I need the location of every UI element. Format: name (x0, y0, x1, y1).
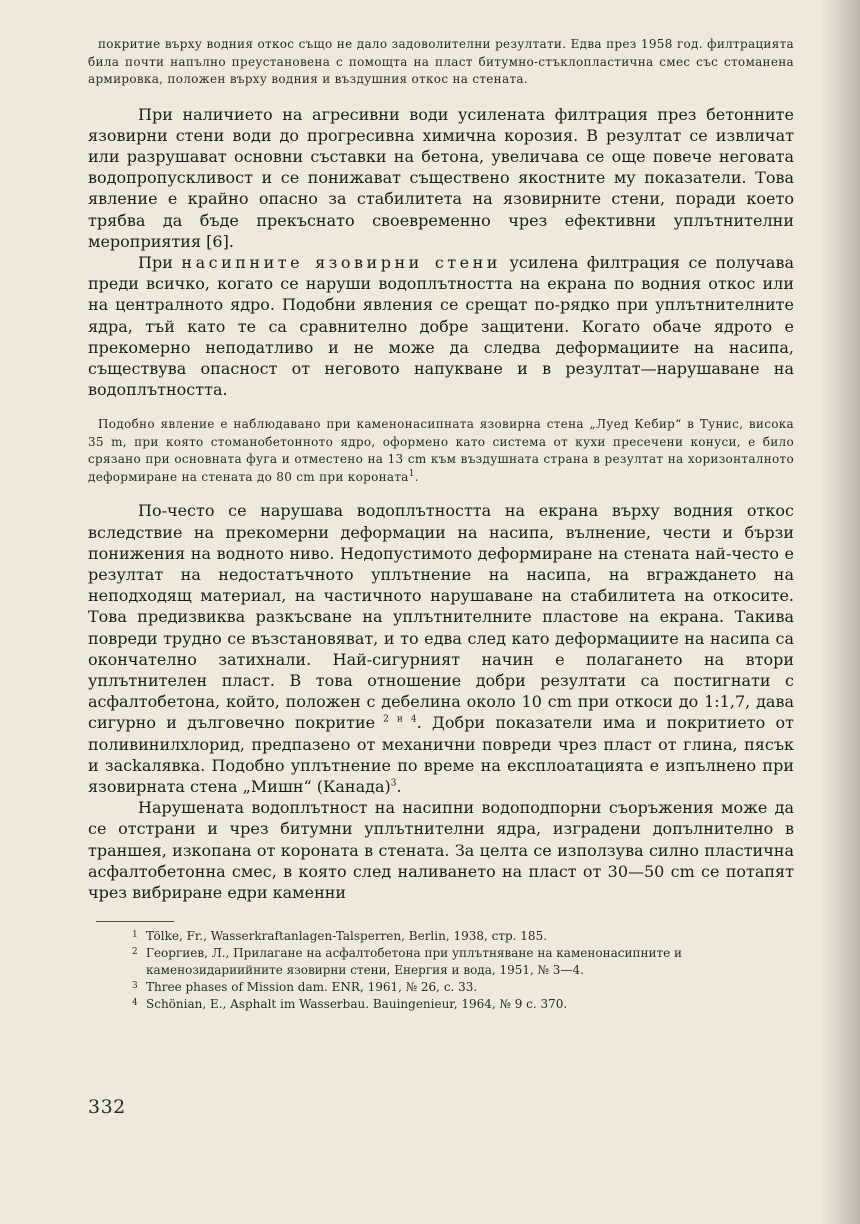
page-body (88, 36, 794, 1013)
example-note-end: . (414, 469, 419, 484)
paragraph-2 (88, 252, 794, 400)
footnote-ref-1: 1 (408, 468, 415, 479)
paragraph-3-b: . Добри показатели има и покритието от поливинилхлорид, предпазено от механични повреди чрез пласт от глина, пясък и засkaлявка. Подобно уплътнение по време на експлоатацията е изпълнено при язовирната стена „Мишн“ (Канада) (88, 713, 795, 796)
main-text-2 (88, 500, 794, 903)
footnote-ref-2-4: 2 и 4 (375, 715, 417, 726)
paragraph-3-c: . (396, 776, 402, 796)
paragraph-2-lead: При (138, 252, 182, 272)
top-note-text: покритие върху водния откос също не дало задоволителни резултати. Едва през 1958 год. филтрацията била почти напълно преустановена с помощта на пласт битумно-стъклопластична смес със стоманена армировка, положен върху водния и въздушния откос на стената. (88, 37, 794, 86)
paragraph-4: Нарушената водоплътност на насипни водоподпорни съоръжения може да се отстрани и чрез битумни уплътнителни ядра, изградени допълнително в траншея, изкопана от короната в стената. За целта се използува силно пластична асфалтобетонна смес, в която след наливането на пласт от 30—50 cm се потапят чрез вибриране едри каменни (88, 798, 794, 902)
footnote (88, 945, 794, 979)
footnote (88, 979, 794, 996)
paragraph-1: При наличието на агресивни води усилената филтрация през бетонните язовирни стени води до прогресивна химична корозия. В резултат се извличат или разрушават основни съставки на бетона, увеличава се още повече неговата водопропускливост и се понижават съществено якостните му показатели. Това явление е крайно опасно за стабилитета на язовирните стени, поради което трябва да бъде прекъснато своевременно чрез ефективни уплътнителни мероприятия [6]. (88, 104, 794, 251)
page-edge-shadow (820, 0, 860, 1224)
paragraph-3-a: По-често се нарушава водоплътността на екрана върху водния откос вследствие на прекомерни деформации на насипа, вълнение, чести и бързи понижения на водното ниво. Недопустимото деформиране на стената най-често е резултат на недостатъчното уплътнение на насипа, на вграждането на неподходящ материал, на частичното нарушаване на стабилитета на откосите. Това предизвиква разкъсване на уплътнителните пластове на екрана. Такива повреди трудно се възстановяват, и то едва след като деформациите на насипа са окончателно затихнали. Най-сигурният начин е полагането на втори уплътнителен пласт. В това отношение добри резултати са постигнати с асфалтобетона, който, положен с дебелина около 10 cm при откоси до 1:1,7, дава сигурно и дълговечно покритие (88, 501, 794, 733)
example-note (88, 416, 794, 486)
main-text (88, 104, 794, 401)
footnote-text: Георгиев, Л., Прилагане на асфалтобетона при уплътняване на каменонасипните и каменозидариийните язовирни стени, Енергия и вода, 1951, № 3—4. (146, 946, 683, 978)
footnote-number: 2 (132, 947, 138, 958)
example-note-text (88, 416, 794, 486)
footnote (88, 928, 794, 945)
example-note-body: Подобно явление е наблюдавано при каменонасипната язовирна стена „Луед Кебир“ в Тунис, висока 35 m, при която стоманобетонното ядро, оформено като система от кухи пресечени конуси, е било срязано при основната фуга и отместено на 13 cm към въздушната страна в резултат на хоризонталното деформиране на стената до 80 cm при короната (88, 417, 794, 484)
footnote-number: 4 (132, 998, 138, 1009)
paragraph-2-emphasis: насипните язовирни стени (181, 252, 501, 272)
paragraph-3 (88, 500, 794, 797)
footnote (88, 996, 794, 1013)
footnotes (88, 928, 794, 1013)
footnote-ref-3: 3 (390, 778, 397, 789)
top-small-note (88, 36, 794, 89)
footnote-text: Three phases of Mission dam. ENR, 1961, № 26, с. 33. (146, 980, 478, 995)
footnote-text: Tölke, Fr., Wasserkraftanlagen-Talsperren, Berlin, 1938, стр. 185. (146, 929, 548, 944)
footnote-number: 3 (132, 981, 138, 992)
footnote-text: Schönian, E., Asphalt im Wasserbau. Bauingenieur, 1964, № 9 с. 370. (146, 997, 568, 1012)
paragraph-2-rest: усилена филтрация се получава преди всичко, когато се наруши водоплътността на екрана по водния откос или на централното ядро. Подобни явления се срещат по-рядко при уплътнителните ядра, тъй като те са сравнително добре защитени. Когато обаче ядрото е прекомерно неподатливо и не може да следва деформациите на насипа, съществува опасност от неговото напукване и в резултат—нарушаване на водоплътността. (88, 252, 795, 400)
footnote-divider (96, 921, 174, 922)
page-number: 332 (88, 1096, 126, 1118)
footnote-number: 1 (132, 930, 138, 941)
